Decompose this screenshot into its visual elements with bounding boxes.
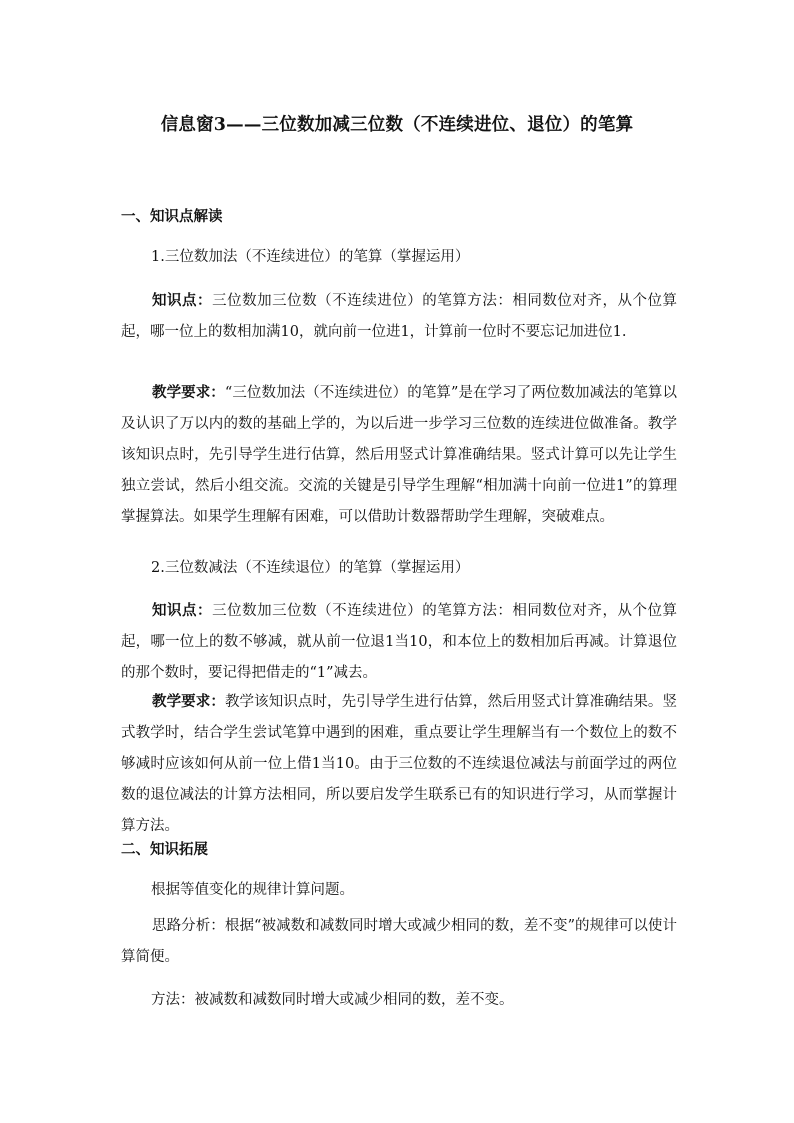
knowledge-point-label: 知识点： bbox=[152, 292, 213, 309]
knowledge-point-label: 知识点： bbox=[152, 602, 213, 619]
section-1-heading: 一、知识点解读 bbox=[121, 208, 223, 225]
section-2-heading: 二、知识拓展 bbox=[121, 841, 208, 858]
item-1-knowledge-point bbox=[121, 285, 677, 348]
knowledge-point-text: 三位数加三位数（不连续进位）的笔算方法：相同数位对齐，从个位算起，哪一位上的数不够减，就从前一位退1当10，和本位上的数相加后再减。计算退位的那个数时，要记得把借走的“1”减去。 bbox=[121, 603, 678, 681]
extension-intro: 根据等值变化的规律计算问题。 bbox=[151, 882, 354, 898]
extension-analysis: 思路分析：根据“被减数和减数同时增大或减少相同的数，差不变”的规律可以使计算简便。 bbox=[121, 918, 677, 965]
item-2-teaching-requirement bbox=[121, 686, 677, 842]
item-1-title: 1.三位数加法（不连续进位）的笔算（掌握运用） bbox=[151, 249, 470, 265]
teaching-requirement-label: 教学要求： bbox=[152, 693, 225, 710]
teaching-requirement-text: 教学该知识点时，先引导学生进行估算，然后用竖式计算准确结果。竖式教学时，结合学生尝试笔算中遇到的困难，重点要让学生理解当有一个数位上的数不够减时应该如何从前一位上借1当10。由于三位数的不连续退位减法与前面学过的两位数的退位减法的计算方法相同，所以要启发学生联系已有的知识进行学习，从而掌握计算方法。 bbox=[121, 694, 678, 834]
item-2-knowledge-point bbox=[121, 595, 677, 689]
knowledge-point-text: 三位数加三位数（不连续进位）的笔算方法：相同数位对齐，从个位算起，哪一位上的数相加满10，就向前一位进1，计算前一位时不要忘记加进位1. bbox=[121, 293, 678, 340]
teaching-requirement-label: 教学要求： bbox=[152, 384, 225, 401]
document-title: 信息窗3——三位数加减三位数（不连续进位、退位）的笔算 bbox=[160, 115, 634, 135]
extension-method: 方法：被减数和减数同时增大或减少相同的数，差不变。 bbox=[151, 992, 514, 1008]
item-1-teaching-requirement bbox=[121, 377, 677, 533]
item-2-title: 2.三位数减法（不连续退位）的笔算（掌握运用） bbox=[151, 560, 470, 576]
teaching-requirement-text: “三位数加法（不连续进位）的笔算”是在学习了两位数加减法的笔算以及认识了万以内的数的基础上学的，为以后进一步学习三位数的连续进位做准备。教学该知识点时，先引导学生进行估算，然后用竖式计算准确结果。竖式计算可以先让学生独立尝试，然后小组交流。交流的关键是引导学生理解“相加满十向前一位进1”的算理掌握算法。如果学生理解有困难，可以借助计数器帮助学生理解，突破难点。 bbox=[121, 385, 677, 525]
